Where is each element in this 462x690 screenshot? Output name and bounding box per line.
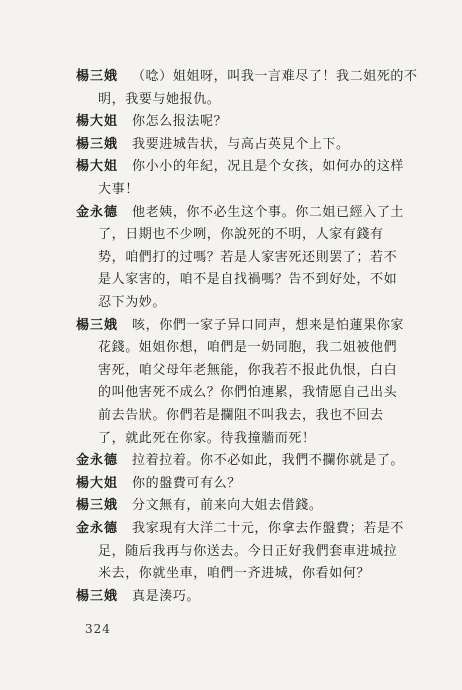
dialogue-text: 忍下为妙。	[98, 295, 167, 310]
dialogue-text: 前去告狀。你們若是攔阻不叫我去，我也不回去	[98, 408, 384, 423]
dialogue-text: （唸）姐姐呀，叫我一言难尽了！我二姐死的不	[132, 69, 418, 84]
dialogue-continuation	[98, 362, 397, 380]
dialogue-continuation	[98, 294, 166, 312]
speaker-name: 金永德	[76, 453, 119, 469]
speaker-name: 楊三娥	[76, 498, 119, 514]
dialogue-text: 你的盤費可有么？	[132, 475, 241, 491]
dialogue-line	[76, 452, 404, 470]
dialogue-line	[76, 68, 418, 86]
speaker-name: 金永德	[76, 521, 119, 536]
dialogue-text: 他老姨，你不必生这个事。你二姐已經入了土	[132, 204, 405, 220]
dialogue-text: 是人家害的，咱不是自找禍嗎？告不到好处，不如	[98, 272, 398, 288]
dialogue-text: 我家現有大洋二十元，你拿去作盤費；若是不	[132, 521, 405, 536]
speaker-name: 楊大姐	[76, 114, 119, 130]
dialogue-line	[76, 475, 241, 493]
dialogue-line	[76, 588, 200, 606]
dialogue-line	[76, 158, 404, 176]
dialogue-text: 害死，咱父母年老無能，你我若不报此仇恨，白白	[98, 362, 398, 378]
dialogue-text: 了，就此死在你家。待我撞牆而死！	[98, 430, 316, 446]
speaker-name: 楊三娥	[76, 588, 119, 604]
dialogue-line	[76, 317, 404, 335]
dialogue-text: 拉着拉着。你不必如此，我們不攔你就是了。	[132, 453, 405, 469]
dialogue-line	[76, 113, 227, 131]
dialogue-continuation	[98, 91, 220, 109]
speaker-name: 楊三娥	[76, 136, 119, 152]
page-number: 324	[85, 622, 111, 636]
speaker-name: 楊三娥	[76, 69, 119, 84]
dialogue-continuation	[98, 430, 316, 448]
dialogue-continuation	[98, 407, 384, 425]
dialogue-continuation	[98, 384, 397, 402]
dialogue-text: 足，随后我再与你送去。今日正好我們套車进城拉	[98, 543, 398, 559]
dialogue-text: 明，我要与她报仇。	[98, 91, 221, 107]
dialogue-continuation	[98, 543, 397, 561]
dialogue-text: 的叫他害死不成么？你們怕連累，我情愿自己出头	[98, 385, 398, 401]
dialogue-text: 花錢。姐姐你想，咱們是一奶同胞，我二姐被他們	[98, 340, 398, 356]
dialogue-text: 势，咱們打的过嗎？若是人家害死还則罢了；若不	[98, 249, 398, 265]
speaker-name: 楊三娥	[76, 317, 119, 333]
dialogue-continuation	[98, 249, 397, 267]
dialogue-text: 大事！	[98, 182, 139, 197]
dialogue-text: 你小小的年紀，况且是个女孩，如何办的这样	[132, 159, 405, 175]
dialogue-line	[76, 204, 404, 222]
dialogue-text: 我要进城告状，与高占英見个上下。	[132, 136, 350, 152]
dialogue-continuation	[98, 226, 384, 244]
dialogue-text: 你怎么报法呢？	[132, 114, 228, 130]
dialogue-text: 真是湊巧。	[132, 588, 201, 604]
dialogue-continuation	[98, 339, 397, 357]
dialogue-line	[76, 497, 322, 515]
dialogue-line	[76, 136, 350, 154]
speaker-name: 金永德	[76, 204, 119, 220]
dialogue-continuation	[98, 565, 370, 583]
dialogue-text: 米去，你就坐車，咱們一齐进城，你看如何？	[98, 566, 371, 582]
dialogue-text: 咳，你們一家子异口同声，想来是怕蓮果你家	[132, 317, 405, 333]
speaker-name: 楊大姐	[76, 475, 119, 491]
dialogue-continuation	[98, 271, 397, 289]
dialogue-text: 了，日期也不少咧，你說死的不明，人家有錢有	[98, 227, 384, 243]
dialogue-line	[76, 520, 404, 538]
speaker-name: 楊大姐	[76, 159, 119, 175]
dialogue-continuation	[98, 181, 139, 199]
dialogue-text: 分文無有，前来向大姐去借錢。	[132, 498, 323, 514]
